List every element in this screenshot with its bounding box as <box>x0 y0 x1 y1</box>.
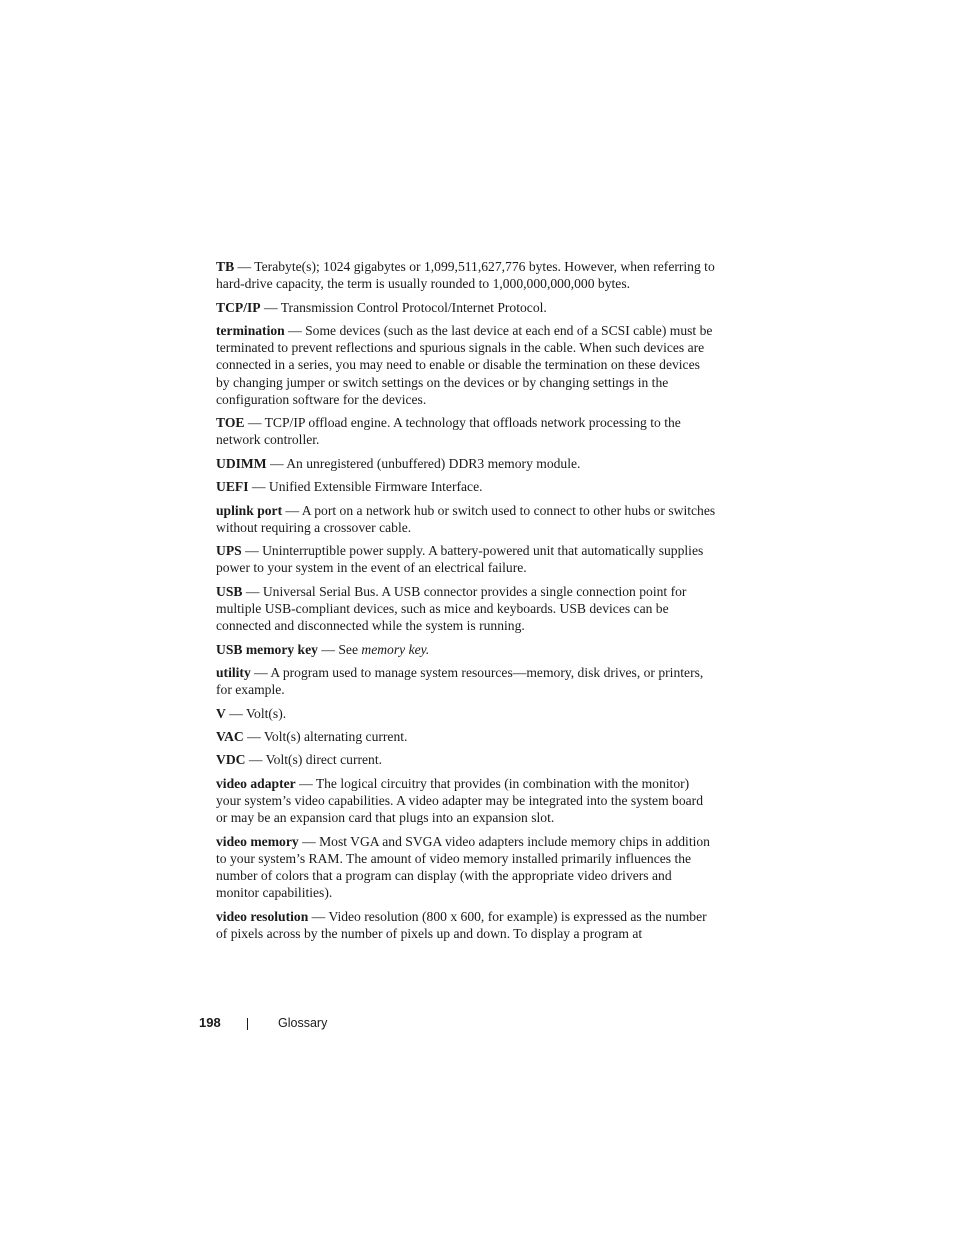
glossary-entry-video-adapter <box>216 775 716 827</box>
glossary-definition: Terabyte(s); 1024 gigabytes or 1,099,511,627,776 bytes. However, when referring to hard-drive capacity, the term is usually rounded to 1,000,000,000,000 bytes. <box>216 259 715 292</box>
glossary-term: VAC <box>216 728 244 744</box>
glossary-entry-termination <box>216 322 716 408</box>
glossary-definition: Volt(s) alternating current. <box>263 728 408 744</box>
term-separator: — <box>250 664 271 680</box>
glossary-definition: Volt(s). <box>245 705 287 721</box>
glossary-term: UPS <box>216 543 242 559</box>
term-separator: — <box>282 502 302 518</box>
term-separator: — <box>225 705 246 721</box>
glossary-definition: An unregistered (unbuffered) DDR3 memory module. <box>286 455 581 471</box>
glossary-definition: Universal Serial Bus. A USB connector provides a single connection point for multiple USB-compliant devices, such as mice and keyboards. USB devices can be connected and disconnected while the system is running. <box>216 583 687 634</box>
glossary-term: video adapter <box>216 775 296 791</box>
footer-divider <box>247 1018 248 1030</box>
glossary-term: USB memory key <box>216 641 318 657</box>
glossary-entry-video-memory <box>216 833 716 902</box>
glossary-term: VDC <box>216 752 246 768</box>
term-separator: — <box>241 543 263 559</box>
glossary-term: utility <box>216 664 251 680</box>
glossary-entry-tcp-ip <box>216 299 716 316</box>
glossary-entry-video-resolution <box>216 908 716 942</box>
term-separator: — <box>244 415 265 431</box>
glossary-definition: Some devices (such as the last device at each end of a SCSI cable) must be terminated to prevent reflections and spurious signals in the cable. When such devices are connected in a series, you may need to enable or disable the termination on these devices by changing jumper or switch settings on the devices or by changing settings in the configuration software for the devices. <box>216 322 713 407</box>
glossary-term: uplink port <box>216 502 283 518</box>
term-separator: — <box>266 455 287 471</box>
glossary-entry-ups <box>216 542 716 576</box>
glossary-term: video memory <box>216 833 299 849</box>
glossary-entry-udimm <box>216 455 716 472</box>
glossary-term: video resolution <box>216 908 309 924</box>
term-separator: — <box>245 752 266 768</box>
page-number: 198 <box>199 1015 221 1030</box>
section-title: Glossary <box>278 1016 328 1030</box>
glossary-term: termination <box>216 322 285 338</box>
term-separator: — <box>248 479 269 495</box>
glossary-entry-uplink-port <box>216 502 716 536</box>
term-separator: — <box>234 259 255 274</box>
glossary-term: USB <box>216 583 243 599</box>
term-separator: — <box>308 908 329 924</box>
page-footer <box>0 1015 954 1035</box>
glossary-entry-uefi <box>216 478 716 495</box>
glossary-definition: TCP/IP offload engine. A technology that offloads network processing to the network controller. <box>216 415 681 448</box>
glossary-entry-utility <box>216 664 716 698</box>
glossary-term: UEFI <box>216 479 249 495</box>
glossary-definition: Unified Extensible Firmware Interface. <box>268 479 483 495</box>
term-separator: — <box>284 322 306 338</box>
glossary-definition: Video resolution (800 x 600, for example) is expressed as the number of pixels across by the number of pixels up and down. To display a program at <box>216 908 707 941</box>
term-separator: — <box>295 775 316 791</box>
glossary-entry-usb-memory-key <box>216 641 716 658</box>
glossary-term: TB <box>216 259 235 274</box>
glossary-list <box>216 258 716 948</box>
glossary-term: TCP/IP <box>216 299 261 315</box>
term-separator: — <box>243 728 264 744</box>
glossary-definition: A port on a network hub or switch used to connect to other hubs or switches without requiring a crossover cable. <box>216 502 716 535</box>
glossary-term: TOE <box>216 415 245 431</box>
glossary-definition: Volt(s) direct current. <box>265 752 382 768</box>
glossary-definition: Transmission Control Protocol/Internet Protocol. <box>280 299 547 315</box>
glossary-entry-vdc <box>216 751 716 768</box>
glossary-entry-v <box>216 705 716 722</box>
glossary-entry-vac <box>216 728 716 745</box>
term-separator: — <box>242 583 263 599</box>
term-separator: — <box>260 299 281 315</box>
glossary-term: V <box>216 705 226 721</box>
cross-reference-link[interactable]: memory key. <box>361 641 430 657</box>
term-separator: — <box>317 641 339 657</box>
term-separator: — <box>298 833 320 849</box>
glossary-definition: A program used to manage system resources—memory, disk drives, or printers, for example. <box>216 664 704 698</box>
glossary-term: UDIMM <box>216 455 267 471</box>
glossary-definition: The logical circuitry that provides (in combination with the monitor) your system’s video capabilities. A video adapter may be integrated into the system board or may be an expansion card that plugs into an expansion slot. <box>216 775 703 826</box>
glossary-definition: Uninterruptible power supply. A battery-powered unit that automatically supplies power to your system in the event of an electrical failure. <box>216 543 704 576</box>
glossary-definition: See <box>338 641 358 657</box>
glossary-definition: Most VGA and SVGA video adapters include memory chips in addition to your system’s RAM. The amount of video memory installed primarily influences the number of colors that a program can display (with the appropriate video drivers and monitor capabilities). <box>216 833 710 901</box>
glossary-entry-tb <box>216 258 716 292</box>
glossary-entry-toe <box>216 414 716 448</box>
glossary-entry-usb <box>216 583 716 635</box>
